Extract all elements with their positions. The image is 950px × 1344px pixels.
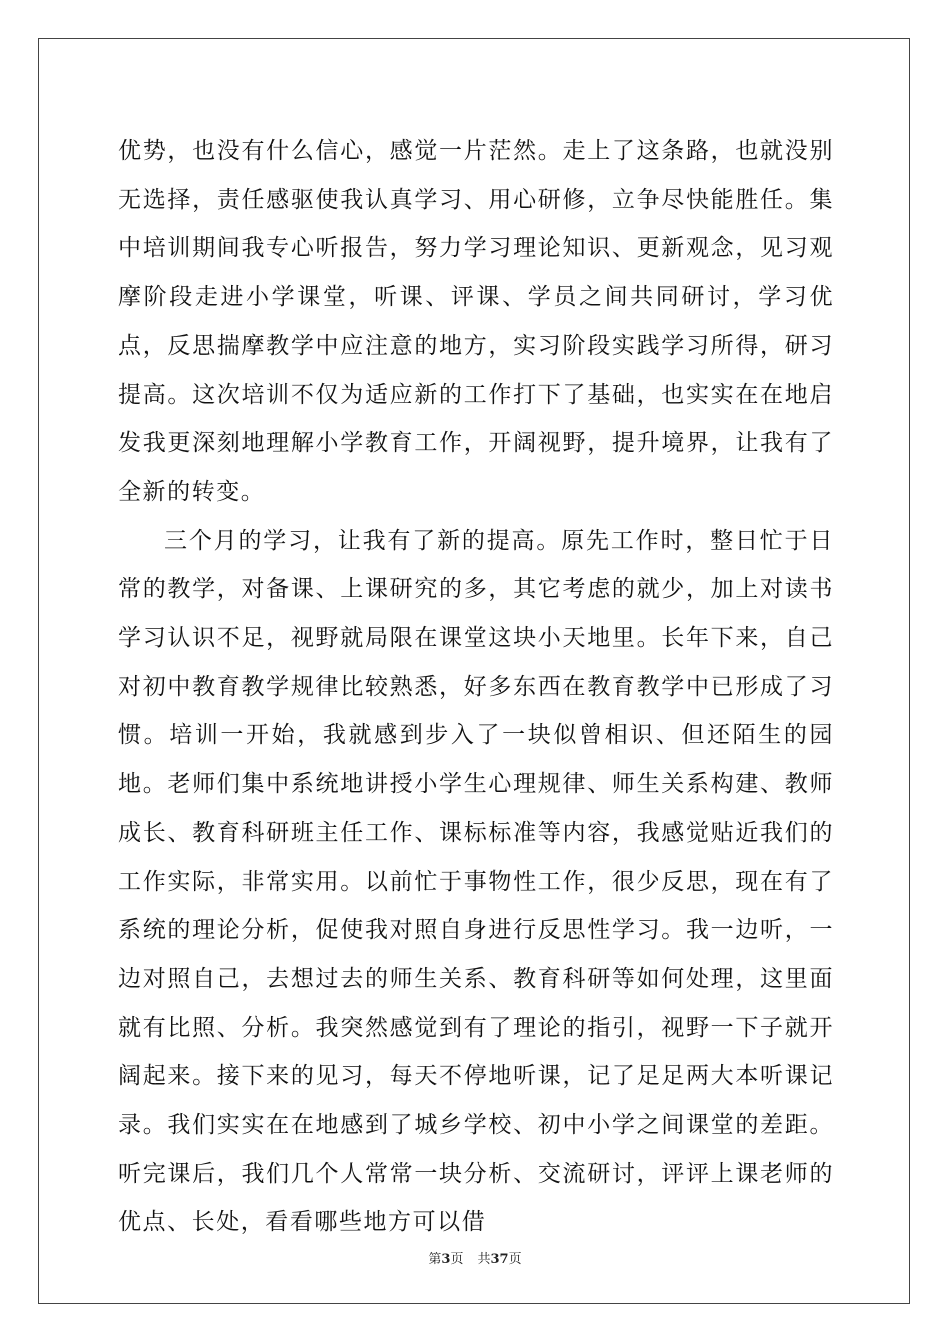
total-page-count: 37 xyxy=(490,1252,509,1267)
document-body xyxy=(118,127,834,1247)
paragraph-1: 优势，也没有什么信心，感觉一片茫然。走上了这条路，也就没别无选择，责任感驱使我认真学习、用心研修，立争尽快能胜任。集中培训期间我专心听报告，努力学习理论知识、更新观念，见习观摩阶段走进小学课堂，听课、评课、学员之间共同研讨，学习优点，反思揣摩教学中应注意的地方，实习阶段实践学习所得，研习提高。这次培训不仅为适应新的工作打下了基础，也实实在在地启发我更深刻地理解小学教育工作，开阔视野，提升境界，让我有了全新的转变。 xyxy=(118,138,834,505)
page-footer xyxy=(0,1248,950,1267)
total-pages-indicator xyxy=(477,1252,521,1267)
page-prefix: 第 xyxy=(428,1252,442,1267)
total-suffix: 页 xyxy=(508,1252,522,1267)
paragraph-2: 三个月的学习，让我有了新的提高。原先工作时，整日忙于日常的教学，对备课、上课研究的多，其它考虑的就少，加上对读书学习认识不足，视野就局限在课堂这块小天地里。长年下来，自己对初中教育教学规律比较熟悉，好多东西在教育教学中已形成了习惯。培训一开始，我就感到步入了一块似曾相识、但还陌生的园地。老师们集中系统地讲授小学生心理规律、师生关系构建、教师成长、教育科研班主任工作、课标标准等内容，我感觉贴近我们的工作实际，非常实用。以前忙于事物性工作，很少反思，现在有了系统的理论分析，促使我对照自身进行反思性学习。我一边听，一边对照自己，去想过去的师生关系、教育科研等如何处理，这里面就有比照、分析。我突然感觉到有了理论的指引，视野一下子就开阔起来。接下来的见习，每天不停地听课，记了足足两大本听课记录。我们实实在在地感到了城乡学校、初中小学之间课堂的差距。听完课后，我们几个人常常一块分析、交流研讨，评评上课老师的优点、长处，看看哪些地方可以借 xyxy=(118,527,834,1236)
page-indicator xyxy=(428,1252,463,1267)
current-page-number: 3 xyxy=(441,1252,451,1267)
total-prefix: 共 xyxy=(477,1252,491,1267)
page-suffix: 页 xyxy=(450,1252,464,1267)
